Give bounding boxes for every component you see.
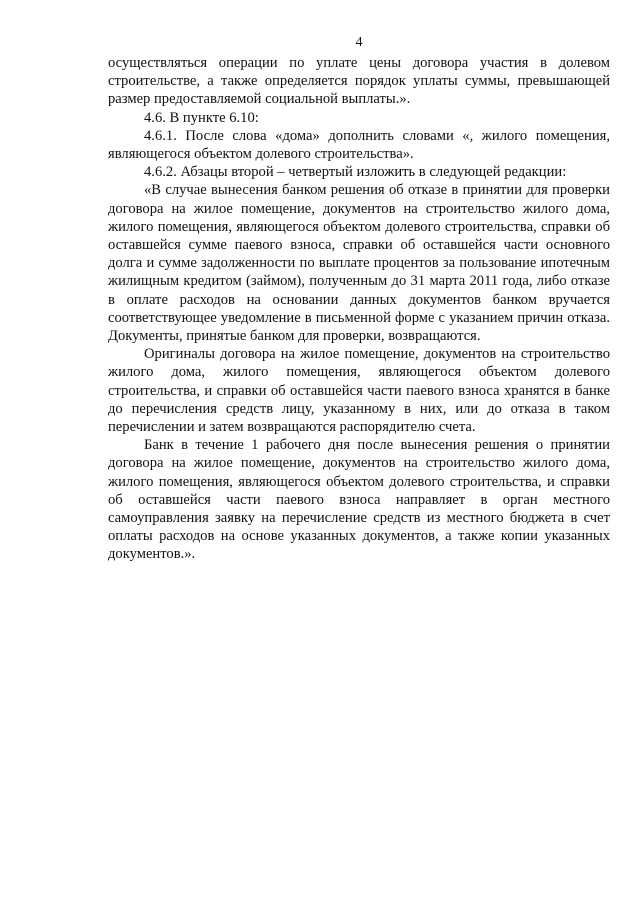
paragraph-originals: Оригиналы договора на жилое помещение, документов на строительство жилого дома, жилого помещения, являющегося объектом долевого строительства, и справки об оставшейся части паевого взноса хранятся в банке до перечисления средств лицу, указанному в них, или до отказа в таком перечислении и затем возвращаются распорядителю счета. <box>108 346 610 436</box>
paragraph-bank-refusal: «В случае вынесения банком решения об отказе в принятии для проверки договора на жилое помещение, документов на строительство жилого дома, жилого помещения, являющегося объектом долевого строительства, справки об оставшейся сумме паевого взноса, справки об оставшейся части основного долга и сумме задолженности по выплате процентов за пользование ипотечным жилищным кредитом (займом), полученным до 31 марта 2011 года, либо отказе в оплате расходов на основании данных документов банком вручается соответствующее уведомление в письменной форме с указанием причин отказа. Документы, принятые банком для проверки, возвращаются. <box>108 182 610 345</box>
paragraph-clause-4-6-2: 4.6.2. Абзацы второй – четвертый изложить в следующей редакции: <box>144 164 567 181</box>
paragraph-clause-4-6: 4.6. В пункте 6.10: <box>144 109 259 126</box>
document-page <box>108 34 610 564</box>
paragraph-clause-4-6-1: 4.6.1. После слова «дома» дополнить словами «, жилого помещения, являющегося объектом долевого строительства». <box>108 127 610 163</box>
paragraph-continuation: осуществляться операции по уплате цены договора участия в долевом строительстве, а также определяется порядок уплаты суммы, превышающей размер предоставляемой социальной выплаты.». <box>108 55 610 108</box>
paragraph-bank-deadline: Банк в течение 1 рабочего дня после вынесения решения о принятии договора на жилое помещение, документов на строительство жилого дома, жилого помещения, являющегося объектом долевого строительства, и справки об оставшейся части паевого взноса направляет в орган местного самоуправления заявку на перечисление средств из местного бюджета в счет оплаты расходов на основе указанных документов, а также копии указанных документов.». <box>108 437 610 563</box>
page-number: 4 <box>355 35 363 50</box>
